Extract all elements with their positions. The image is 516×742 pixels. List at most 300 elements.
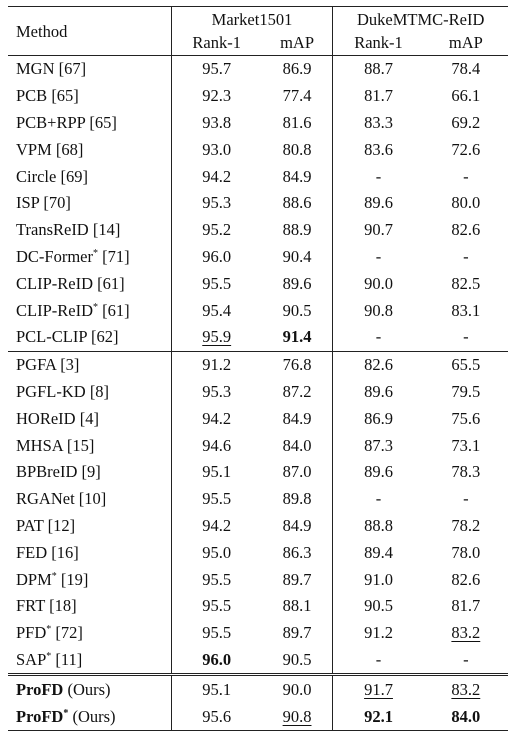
method-reference: (Ours) xyxy=(72,706,116,726)
value-text: 83.2 xyxy=(451,679,481,699)
market-map-cell xyxy=(262,163,333,190)
value-text: 89.6 xyxy=(364,193,393,213)
table-row xyxy=(8,703,508,730)
method-reference: [62] xyxy=(91,327,119,347)
value-text: 92.3 xyxy=(202,86,232,106)
value-text: 89.7 xyxy=(282,569,312,589)
value-text: 95.6 xyxy=(202,706,232,726)
duke-map-cell xyxy=(424,513,508,540)
method-header: Method xyxy=(8,7,171,56)
method-reference: [15] xyxy=(66,435,95,455)
table-row xyxy=(8,620,508,647)
duke-map-cell xyxy=(424,190,508,217)
value-text: 78.3 xyxy=(451,462,481,482)
duke-map-cell xyxy=(424,163,508,190)
value-text: 94.6 xyxy=(202,435,232,455)
table-row xyxy=(8,432,508,459)
method-reference: [72] xyxy=(55,623,83,643)
duke-rank1-cell xyxy=(333,244,424,271)
value-text: 82.6 xyxy=(364,355,393,375)
method-name: PAT xyxy=(16,515,44,535)
value-text: - xyxy=(375,166,382,186)
method-cell xyxy=(8,136,171,163)
table-row xyxy=(8,539,508,566)
method-name: MGN xyxy=(16,59,55,79)
method-name: PCB xyxy=(16,86,48,106)
table-row xyxy=(8,56,508,83)
value-text: 78.4 xyxy=(451,59,481,79)
table-row xyxy=(8,675,508,703)
market-map-cell xyxy=(262,297,333,324)
market-rank1-cell xyxy=(171,379,262,406)
value-text: 81.7 xyxy=(364,86,393,106)
method-cell xyxy=(8,110,171,137)
market-map-cell xyxy=(262,83,333,110)
duke-map-cell xyxy=(424,647,508,675)
value-text: 69.2 xyxy=(451,112,481,132)
duke-rank1-cell xyxy=(333,647,424,675)
market-map-cell xyxy=(262,217,333,244)
table-row xyxy=(8,593,508,620)
table-row xyxy=(8,379,508,406)
table-row xyxy=(8,324,508,351)
duke-rank1-cell xyxy=(333,136,424,163)
value-text: 90.5 xyxy=(282,300,312,320)
method-reference: (Ours) xyxy=(67,679,111,699)
method-name: TransReID xyxy=(16,220,89,240)
duke-rank1-cell xyxy=(333,486,424,513)
method-reference: [61] xyxy=(102,300,130,320)
duke-rank1-cell xyxy=(333,703,424,730)
value-text: 95.2 xyxy=(202,220,232,240)
duke-map-cell xyxy=(424,703,508,730)
method-name: BPBreID xyxy=(16,462,78,482)
value-text: 89.4 xyxy=(364,542,393,562)
value-text: 82.5 xyxy=(451,273,481,293)
table-row xyxy=(8,566,508,593)
method-name: FRT xyxy=(16,596,45,616)
market-map-cell xyxy=(262,351,333,378)
market-map-cell xyxy=(262,675,333,703)
value-text: 95.1 xyxy=(202,679,232,699)
value-text: 88.6 xyxy=(282,193,312,213)
market-map-cell xyxy=(262,270,333,297)
value-text: 90.4 xyxy=(282,246,312,266)
duke-map-cell xyxy=(424,297,508,324)
duke-map-cell xyxy=(424,83,508,110)
value-text: 84.9 xyxy=(282,166,312,186)
value-text: 89.6 xyxy=(282,273,312,293)
value-text: 95.5 xyxy=(202,273,232,293)
duke-rank1-cell xyxy=(333,217,424,244)
method-reference: [4] xyxy=(79,408,99,428)
method-cell xyxy=(8,566,171,593)
value-text: 88.7 xyxy=(364,59,393,79)
market-map-cell xyxy=(262,244,333,271)
market-rank1-cell xyxy=(171,217,262,244)
market-rank1-cell xyxy=(171,297,262,324)
value-text: 95.5 xyxy=(202,596,232,616)
value-text: 95.9 xyxy=(202,327,232,347)
value-text: 83.1 xyxy=(451,300,481,320)
duke-map-cell xyxy=(424,56,508,83)
value-text: 89.6 xyxy=(364,462,393,482)
market-map-cell xyxy=(262,379,333,406)
market-map-cell xyxy=(262,110,333,137)
value-text: 90.7 xyxy=(364,220,393,240)
duke-rank1-cell xyxy=(333,324,424,351)
market-rank1-cell xyxy=(171,647,262,675)
value-text: 80.0 xyxy=(451,193,481,213)
value-text: 95.5 xyxy=(202,623,232,643)
market-rank1-cell xyxy=(171,539,262,566)
duke-rank1-cell xyxy=(333,56,424,83)
method-cell xyxy=(8,379,171,406)
method-marker: * xyxy=(93,247,98,259)
table-row xyxy=(8,513,508,540)
market-map-cell xyxy=(262,432,333,459)
value-text: 90.0 xyxy=(282,679,312,699)
method-name: PCL-CLIP xyxy=(16,327,87,347)
market-map-cell xyxy=(262,405,333,432)
market-map-cell xyxy=(262,647,333,675)
duke-map-header: mAP xyxy=(448,33,483,52)
method-cell xyxy=(8,56,171,83)
value-text: 73.1 xyxy=(451,435,481,455)
duke-map-cell xyxy=(424,244,508,271)
duke-rank1-cell xyxy=(333,432,424,459)
value-text: 93.0 xyxy=(202,139,232,159)
method-cell xyxy=(8,351,171,378)
market-map-cell xyxy=(262,486,333,513)
method-cell xyxy=(8,703,171,730)
value-text: 94.2 xyxy=(202,166,232,186)
table-row xyxy=(8,486,508,513)
method-name: ProFD xyxy=(16,706,64,726)
value-text: 95.4 xyxy=(202,300,232,320)
duke-rank1-cell xyxy=(333,297,424,324)
method-name: MHSA xyxy=(16,435,63,455)
value-text: 66.1 xyxy=(451,86,481,106)
method-name: SAP xyxy=(16,649,47,669)
method-cell xyxy=(8,270,171,297)
method-reference: [67] xyxy=(58,59,87,79)
market-rank1-cell xyxy=(171,459,262,486)
method-cell xyxy=(8,244,171,271)
market-map-cell xyxy=(262,620,333,647)
value-text: 78.2 xyxy=(451,515,481,535)
value-text: - xyxy=(463,327,469,347)
value-text: 89.8 xyxy=(282,489,312,509)
table-row xyxy=(8,217,508,244)
method-reference: [14] xyxy=(92,220,121,240)
method-marker: * xyxy=(63,707,69,719)
value-text: 83.2 xyxy=(451,623,481,643)
value-text: 84.9 xyxy=(282,408,312,428)
duke-rank1-cell xyxy=(333,83,424,110)
method-name: ISP xyxy=(16,193,40,213)
duke-rank1-cell xyxy=(333,620,424,647)
header-row-datasets xyxy=(8,7,508,32)
value-text: - xyxy=(463,649,469,669)
value-text: 90.0 xyxy=(364,273,393,293)
market-map-cell xyxy=(262,703,333,730)
value-text: 65.5 xyxy=(451,355,481,375)
method-name: PFD xyxy=(16,623,47,643)
duke-map-cell xyxy=(424,217,508,244)
duke-map-cell xyxy=(424,351,508,378)
duke-map-cell xyxy=(424,379,508,406)
market-map-cell xyxy=(262,593,333,620)
method-reference: [10] xyxy=(78,489,107,509)
market-rank1-cell xyxy=(171,110,262,137)
duke-rank1-cell xyxy=(333,405,424,432)
method-name: PGFA xyxy=(16,355,57,375)
method-cell xyxy=(8,190,171,217)
duke-rank1-cell xyxy=(333,459,424,486)
method-reference: [19] xyxy=(60,569,89,589)
duke-rank1-cell xyxy=(333,351,424,378)
value-text: 79.5 xyxy=(451,381,481,401)
method-cell xyxy=(8,593,171,620)
value-text: 84.0 xyxy=(451,706,481,726)
value-text: 90.5 xyxy=(364,596,393,616)
value-text: 75.6 xyxy=(451,408,481,428)
value-text: - xyxy=(463,166,469,186)
value-text: 93.8 xyxy=(202,112,232,132)
duke-rank1-cell xyxy=(333,593,424,620)
value-text: 88.9 xyxy=(282,220,312,240)
method-reference: [68] xyxy=(55,139,84,159)
duke-rank1-cell xyxy=(333,110,424,137)
value-text: 86.9 xyxy=(364,408,393,428)
market-map-header: mAP xyxy=(280,33,315,52)
method-reference: [69] xyxy=(60,166,88,186)
value-text: 84.9 xyxy=(282,515,312,535)
duke-map-cell xyxy=(424,136,508,163)
duke-map-cell xyxy=(424,459,508,486)
market-map-cell xyxy=(262,566,333,593)
duke-map-cell xyxy=(424,539,508,566)
duke-rank1-cell xyxy=(333,566,424,593)
method-reference: [12] xyxy=(47,515,76,535)
duke-map-cell xyxy=(424,432,508,459)
value-text: 72.6 xyxy=(451,139,481,159)
value-text: 87.3 xyxy=(364,435,393,455)
duke-rank1-header: Rank-1 xyxy=(333,31,424,56)
method-reference: [61] xyxy=(97,273,125,293)
value-text: - xyxy=(375,246,382,266)
value-text: 95.0 xyxy=(202,542,232,562)
method-name: CLIP-ReID xyxy=(16,273,93,293)
value-text: 95.5 xyxy=(202,489,232,509)
value-text: - xyxy=(375,327,382,347)
market-rank1-cell xyxy=(171,405,262,432)
method-marker: * xyxy=(51,570,57,582)
market-map-cell xyxy=(262,324,333,351)
value-text: 84.0 xyxy=(282,435,312,455)
value-text: 96.0 xyxy=(202,246,232,266)
method-cell xyxy=(8,83,171,110)
method-name: DC-Former xyxy=(16,246,93,266)
duke-rank1-cell xyxy=(333,379,424,406)
duke-map-cell xyxy=(424,675,508,703)
table-row xyxy=(8,110,508,137)
value-text: 95.3 xyxy=(202,193,232,213)
method-reference: [18] xyxy=(49,596,77,616)
value-text: 91.0 xyxy=(364,569,393,589)
method-marker: * xyxy=(46,624,52,636)
value-text: 95.1 xyxy=(202,462,232,482)
duke-rank1-cell xyxy=(333,513,424,540)
table-row xyxy=(8,405,508,432)
value-text: 81.6 xyxy=(282,112,312,132)
value-text: 91.2 xyxy=(202,355,232,375)
table-row xyxy=(8,244,508,271)
market-rank1-cell xyxy=(171,566,262,593)
duke-rank1-cell xyxy=(333,190,424,217)
value-text: 91.4 xyxy=(282,327,312,347)
value-text: 82.6 xyxy=(451,569,481,589)
method-cell xyxy=(8,297,171,324)
value-text: 90.8 xyxy=(282,706,312,726)
method-name: PGFL-KD xyxy=(16,381,86,401)
market-rank1-cell xyxy=(171,163,262,190)
value-text: 81.7 xyxy=(451,596,481,616)
market-rank1-cell xyxy=(171,56,262,83)
duke-map-cell xyxy=(424,324,508,351)
value-text: 76.8 xyxy=(282,355,312,375)
method-cell xyxy=(8,459,171,486)
market-map-cell xyxy=(262,459,333,486)
value-text: 86.9 xyxy=(282,59,312,79)
method-reference: [11] xyxy=(55,649,83,669)
value-text: 91.2 xyxy=(364,623,393,643)
method-reference: [8] xyxy=(89,381,110,401)
market-map-cell xyxy=(262,136,333,163)
market-rank1-cell xyxy=(171,83,262,110)
duke-map-cell xyxy=(424,593,508,620)
method-cell xyxy=(8,647,171,675)
value-text: 91.7 xyxy=(364,679,393,699)
value-text: 89.7 xyxy=(282,623,312,643)
method-reference: [70] xyxy=(43,193,71,213)
value-text: - xyxy=(375,489,382,509)
table-row xyxy=(8,351,508,378)
method-reference: [65] xyxy=(89,112,117,132)
method-cell xyxy=(8,324,171,351)
method-name: VPM xyxy=(16,139,52,159)
market-rank1-cell xyxy=(171,620,262,647)
duke-map-cell xyxy=(424,620,508,647)
duke-rank1-cell xyxy=(333,675,424,703)
method-cell xyxy=(8,539,171,566)
duke-map-cell xyxy=(424,110,508,137)
market-map-cell xyxy=(262,513,333,540)
market-rank1-cell xyxy=(171,432,262,459)
duke-map-cell xyxy=(424,566,508,593)
table-row xyxy=(8,647,508,675)
market-rank1-cell xyxy=(171,486,262,513)
market-map-cell xyxy=(262,56,333,83)
value-text: 82.6 xyxy=(451,220,481,240)
value-text: 95.3 xyxy=(202,381,232,401)
method-marker: * xyxy=(93,301,98,313)
market-map-cell xyxy=(262,190,333,217)
value-text: - xyxy=(463,246,469,266)
method-marker: * xyxy=(46,650,52,662)
dukemtmc-header: DukeMTMC-ReID xyxy=(333,7,508,32)
method-cell xyxy=(8,432,171,459)
table-row xyxy=(8,190,508,217)
results-table xyxy=(8,6,508,731)
value-text: 90.8 xyxy=(364,300,393,320)
method-name: FED xyxy=(16,542,48,562)
method-reference: [65] xyxy=(51,86,79,106)
method-name: HOReID xyxy=(16,408,76,428)
method-name: DPM xyxy=(16,569,52,589)
value-text: 95.7 xyxy=(202,59,232,79)
value-text: 95.5 xyxy=(202,569,232,589)
market-rank1-cell xyxy=(171,136,262,163)
table-row xyxy=(8,83,508,110)
method-cell xyxy=(8,217,171,244)
value-text: 96.0 xyxy=(202,649,232,669)
market-rank1-cell xyxy=(171,675,262,703)
value-text: 88.8 xyxy=(364,515,393,535)
results-body xyxy=(8,56,508,731)
value-text: 83.3 xyxy=(364,112,393,132)
method-cell xyxy=(8,620,171,647)
method-cell xyxy=(8,163,171,190)
method-name: CLIP-ReID xyxy=(16,300,93,320)
table-row xyxy=(8,136,508,163)
market-rank1-cell xyxy=(171,190,262,217)
value-text: 86.3 xyxy=(282,542,312,562)
duke-rank1-cell xyxy=(333,539,424,566)
duke-map-cell xyxy=(424,486,508,513)
market1501-header: Market1501 xyxy=(171,7,333,32)
method-reference: [3] xyxy=(60,355,80,375)
market-rank1-cell xyxy=(171,703,262,730)
value-text: 87.0 xyxy=(282,462,312,482)
method-reference: [71] xyxy=(102,246,130,266)
method-cell xyxy=(8,486,171,513)
duke-rank1-cell xyxy=(333,163,424,190)
method-cell xyxy=(8,513,171,540)
market-rank1-cell xyxy=(171,593,262,620)
value-text: 94.2 xyxy=(202,408,232,428)
table-row xyxy=(8,270,508,297)
value-text: 78.0 xyxy=(451,542,481,562)
duke-map-cell xyxy=(424,405,508,432)
value-text: - xyxy=(375,649,382,669)
value-text: - xyxy=(463,489,469,509)
value-text: 89.6 xyxy=(364,381,393,401)
value-text: 83.6 xyxy=(364,139,393,159)
method-cell xyxy=(8,675,171,703)
market-map-cell xyxy=(262,539,333,566)
method-name: RGANet xyxy=(16,489,75,509)
market-rank1-cell xyxy=(171,324,262,351)
duke-rank1-cell xyxy=(333,270,424,297)
value-text: 80.8 xyxy=(282,139,312,159)
method-reference: [16] xyxy=(51,542,79,562)
market-rank1-header: Rank-1 xyxy=(171,31,262,56)
value-text: 92.1 xyxy=(364,706,393,726)
duke-map-cell xyxy=(424,270,508,297)
value-text: 94.2 xyxy=(202,515,232,535)
